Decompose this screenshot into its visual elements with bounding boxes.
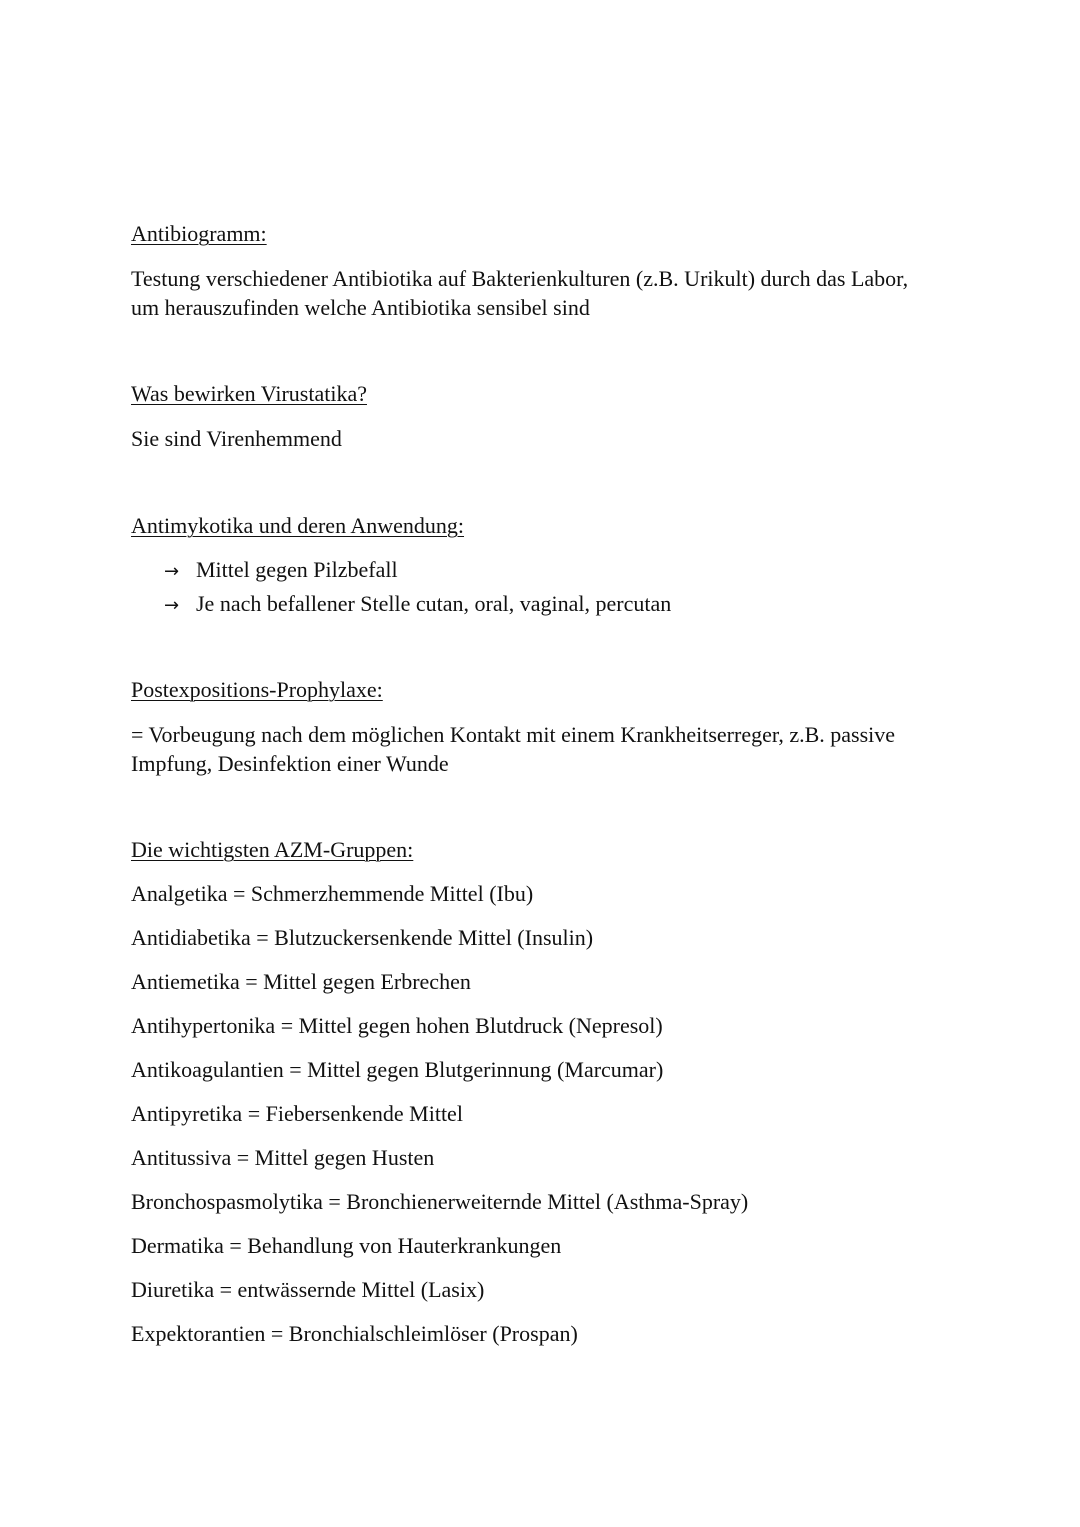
list-item: Antidiabetika = Blutzuckersenkende Mittel (Insulin) [131,925,594,950]
azm-list [131,880,931,1364]
list-item: Antitussiva = Mittel gegen Husten [131,1145,435,1170]
section-azm-gruppen [131,836,931,1364]
arrow-right-icon: → [164,595,180,616]
section-prophylaxe [131,676,931,778]
list-item: Dermatika = Behandlung von Hauterkrankungen [131,1233,562,1258]
section-virustatika [131,380,931,453]
list-item: Antikoagulantien = Mittel gegen Blutgerinnung (Marcumar) [131,1057,664,1082]
list-item: Analgetika = Schmerzhemmende Mittel (Ibu) [131,881,534,906]
list-item-text: Je nach befallener Stelle cutan, oral, vaginal, percutan [196,591,672,616]
list-item: Diuretika = entwässernde Mittel (Lasix) [131,1277,485,1302]
text-virustatika: Sie sind Virenhemmend [131,426,342,451]
list-item-text: Mittel gegen Pilzbefall [196,557,398,582]
list-item: Expektorantien = Bronchialschleimlöser (Prospan) [131,1321,578,1346]
list-item: Antiemetika = Mittel gegen Erbrechen [131,969,471,994]
heading-virustatika: Was bewirken Virustatika? [131,381,367,406]
section-antimykotika [131,512,931,622]
section-antibiogramm [131,220,931,322]
heading-prophylaxe: Postexpositions-Prophylaxe: [131,677,383,702]
antimykotika-list [131,554,931,622]
list-item: Antihypertonika = Mittel gegen hohen Blutdruck (Nepresol) [131,1013,663,1038]
heading-antimykotika: Antimykotika und deren Anwendung: [131,513,465,538]
arrow-right-icon: → [164,561,180,582]
text-prophylaxe: = Vorbeugung nach dem möglichen Kontakt mit einem Krankheitserreger, z.B. passive Impfung, Desinfektion einer Wunde [131,722,896,776]
heading-azm-gruppen: Die wichtigsten AZM-Gruppen: [131,837,414,862]
list-item: Antipyretika = Fiebersenkende Mittel [131,1101,463,1126]
list-item [164,554,931,588]
text-antibiogramm: Testung verschiedener Antibiotika auf Bakterienkulturen (z.B. Urikult) durch das Labor, um herauszufinden welche Antibiotika sensibel sind [131,266,909,320]
list-item [164,588,931,622]
list-item: Bronchospasmolytika = Bronchienerweiternde Mittel (Asthma-Spray) [131,1189,749,1214]
heading-antibiogramm: Antibiogramm: [131,221,267,246]
